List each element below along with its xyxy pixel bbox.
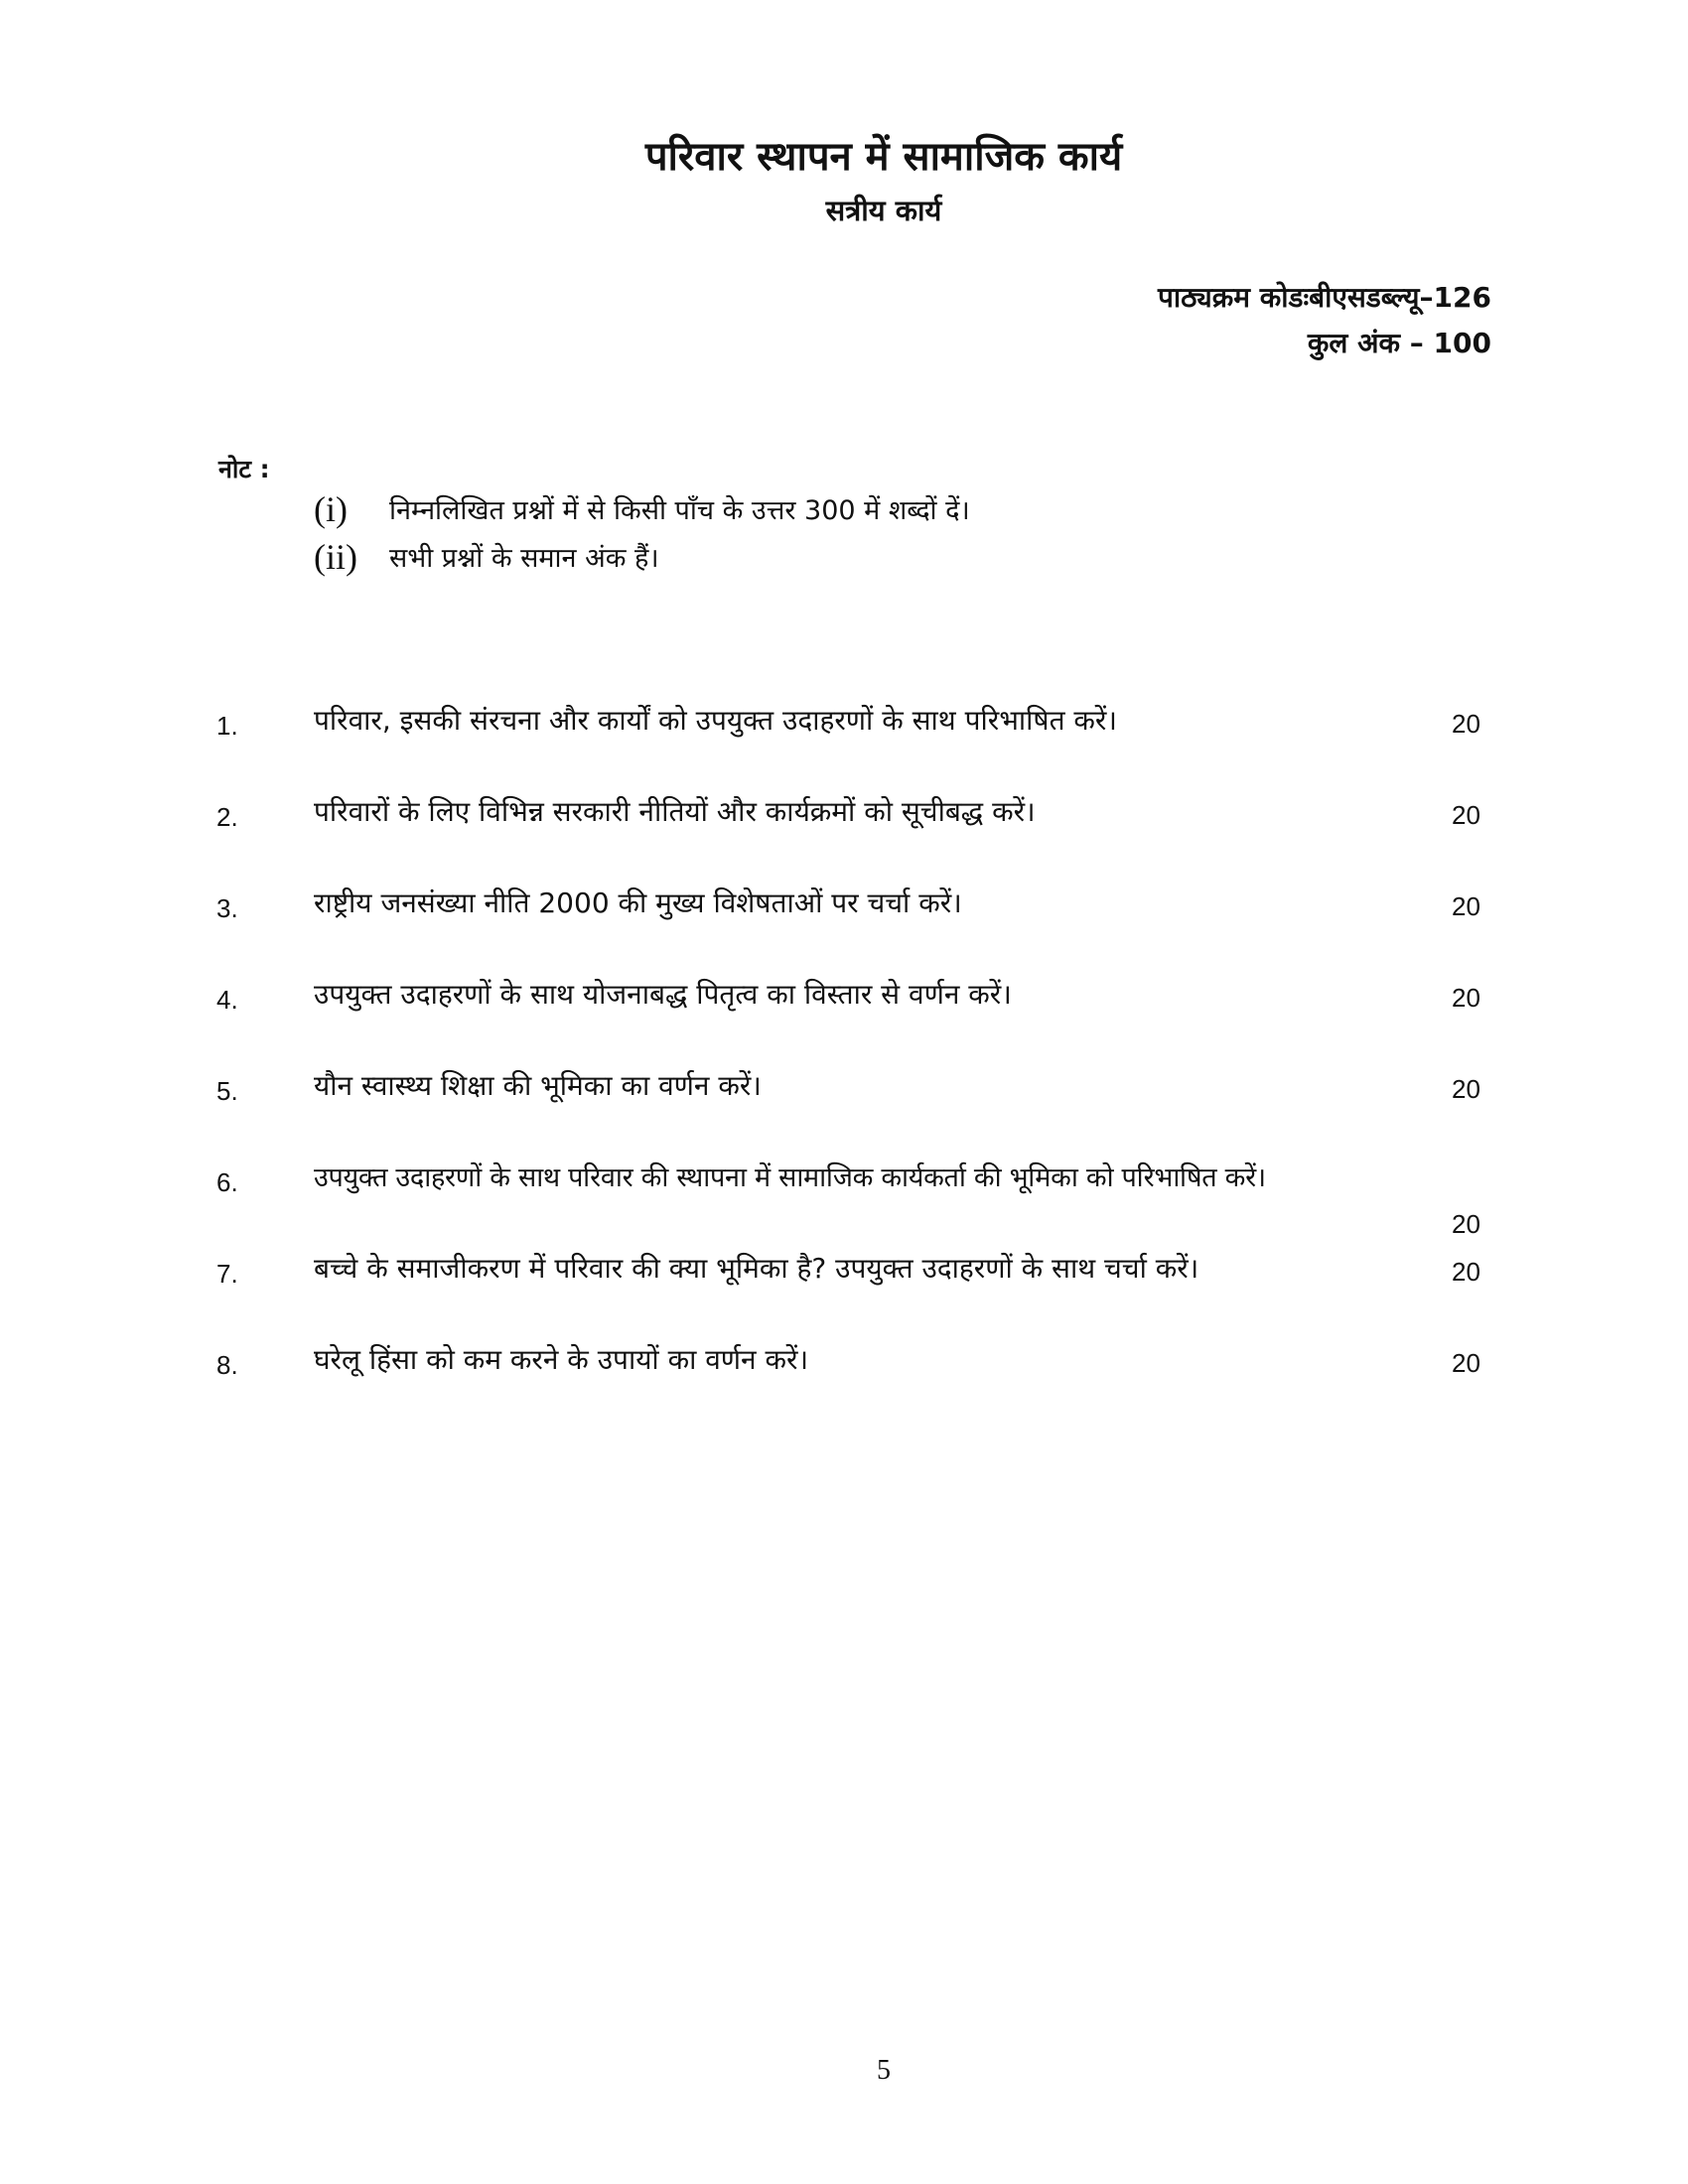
page-title: परिवार स्थापन में सामाजिक कार्य <box>644 134 1123 180</box>
question-text: उपयुक्त उदाहरणों के साथ योजनाबद्ध पितृत्व का विस्तार से वर्णन करें। <box>314 978 1012 1011</box>
question-number: 5. <box>216 1076 238 1106</box>
question-marks: 20 <box>1452 1257 1480 1287</box>
question-text: परिवारों के लिए विभिन्न सरकारी नीतियों और कार्यक्रमों को सूचीबद्ध करें। <box>314 795 1036 828</box>
course-code: पाठ्यक्रम कोडःबीएसडब्ल्यू–126 <box>1158 281 1491 314</box>
question-marks: 20 <box>1452 891 1480 921</box>
question-4 <box>0 975 1688 1024</box>
question-3 <box>0 884 1688 933</box>
note-text: सभी प्रश्नों के समान अंक हैं। <box>389 543 659 574</box>
question-text: उपयुक्त उदाहरणों के साथ परिवार की स्थापना में सामाजिक कार्यकर्ता की भूमिका को परिभाषित करें। <box>314 1162 1266 1193</box>
page-subtitle: सत्रीय कार्य <box>825 194 942 227</box>
question-marks: 20 <box>1452 1074 1480 1104</box>
note-label: नोट : <box>218 455 270 483</box>
question-marks: 20 <box>1452 709 1480 739</box>
question-7 <box>0 1249 1688 1298</box>
question-number: 2. <box>216 802 238 832</box>
question-number: 6. <box>216 1167 238 1197</box>
note-text: निम्नलिखित प्रश्नों में से किसी पाँच के उत्तर 300 में शब्दों दें। <box>389 495 970 526</box>
note-item <box>314 536 659 578</box>
question-marks: 20 <box>1452 1209 1480 1239</box>
question-number: 8. <box>216 1350 238 1380</box>
question-2 <box>0 792 1688 842</box>
question-text: घरेलू हिंसा को कम करने के उपायों का वर्णन करें। <box>314 1343 809 1376</box>
question-text: यौन स्वास्थ्य शिक्षा की भूमिका का वर्णन करें। <box>314 1069 762 1102</box>
page-number: 5 <box>877 2055 891 2086</box>
question-number: 3. <box>216 893 238 923</box>
question-marks: 20 <box>1452 1348 1480 1378</box>
question-text: परिवार, इसकी संरचना और कार्यों को उपयुक्त उदाहरणों के साथ परिभाषित करें। <box>314 704 1117 737</box>
question-number: 4. <box>216 985 238 1015</box>
note-item <box>314 488 970 530</box>
question-text: राष्ट्रीय जनसंख्या नीति 2000 की मुख्य विशेषताओं पर चर्चा करें। <box>314 887 962 919</box>
note-marker: (i) <box>314 489 348 529</box>
question-1 <box>0 701 1688 751</box>
question-8 <box>0 1340 1688 1390</box>
note-marker: (ii) <box>314 537 357 577</box>
total-marks: कुल अंक – 100 <box>1307 327 1491 359</box>
question-5 <box>0 1066 1688 1116</box>
question-6 <box>0 1158 1688 1239</box>
question-number: 7. <box>216 1259 238 1289</box>
question-text: बच्चे के समाजीकरण में परिवार की क्या भूमिका है? उपयुक्त उदाहरणों के साथ चर्चा करें। <box>314 1252 1199 1285</box>
question-number: 1. <box>216 711 238 741</box>
question-marks: 20 <box>1452 983 1480 1013</box>
question-marks: 20 <box>1452 800 1480 830</box>
